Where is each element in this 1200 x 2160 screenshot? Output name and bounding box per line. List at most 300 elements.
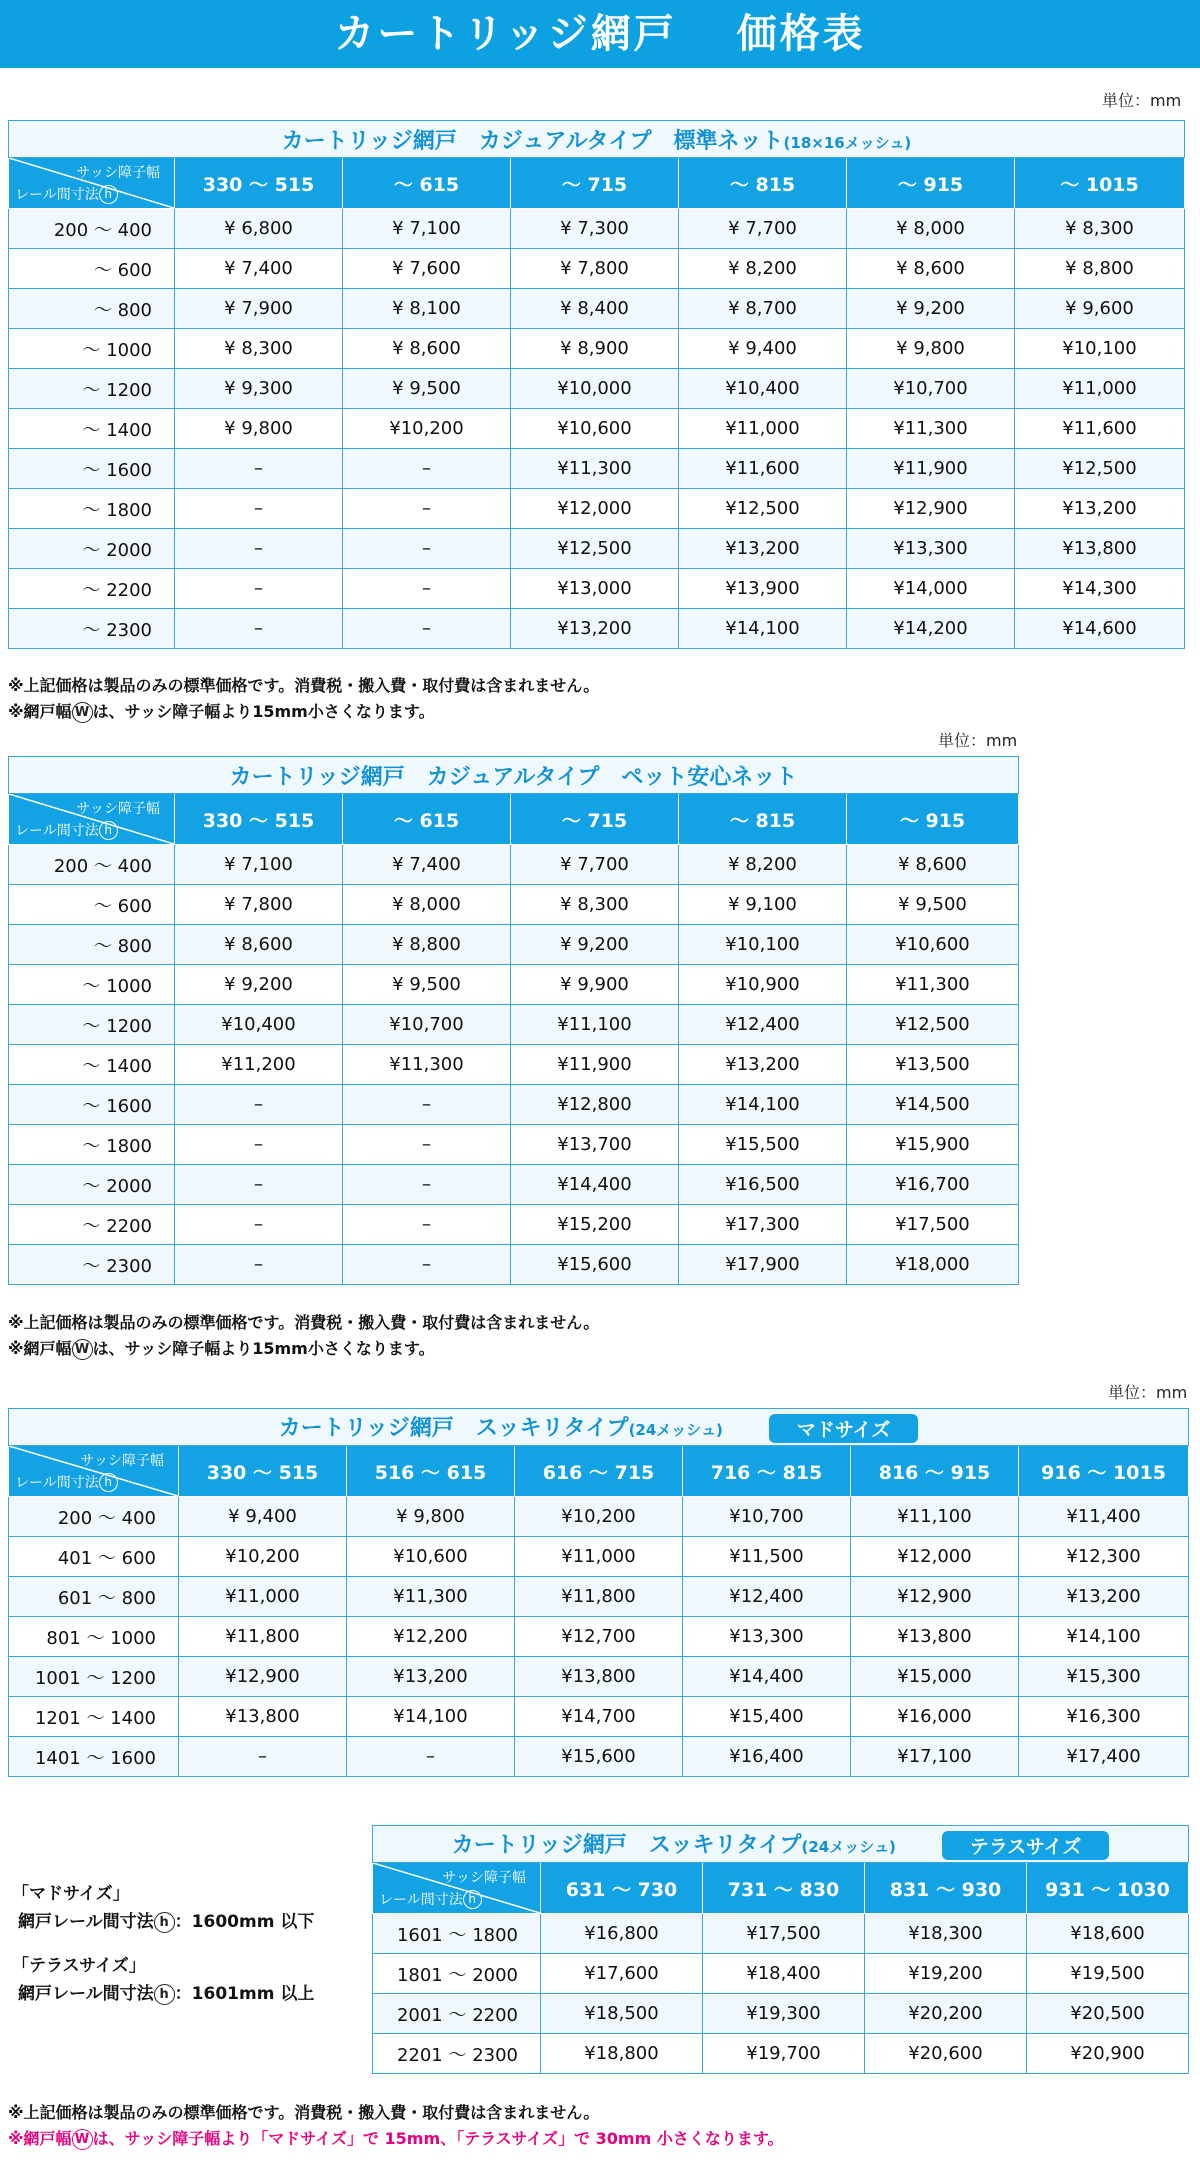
price-note-3: ※上記価格は製品のみの標準価格です。消費税・搬入費・取付費は含まれません。 (8, 2103, 600, 2122)
price-cell: ¥14,500 (847, 1085, 1019, 1125)
price-cell: ¥11,000 (1015, 369, 1185, 409)
price-cell: ¥15,900 (847, 1125, 1019, 1165)
price-note: ※上記価格は製品のみの標準価格です。消費税・搬入費・取付費は含まれません。 (8, 676, 600, 695)
price-cell: ¥ 9,200 (175, 965, 343, 1005)
width-note: ※網戸幅 W は、サッシ障子幅より15mm小さくなります。 (8, 702, 435, 721)
price-cell: ¥19,300 (703, 1994, 865, 2034)
table-row (9, 845, 1019, 885)
price-cell: ¥12,400 (683, 1577, 851, 1617)
price-cell: ¥ 9,800 (175, 409, 343, 449)
price-cell: ¥ 9,200 (511, 925, 679, 965)
price-cell: ¥20,200 (865, 1994, 1027, 2034)
price-cell: ¥10,200 (343, 409, 511, 449)
price-cell: ¥11,300 (847, 965, 1019, 1005)
price-cell: ¥13,300 (683, 1617, 851, 1657)
price-cell: ¥11,900 (511, 1045, 679, 1085)
price-cell: ¥15,300 (1019, 1657, 1189, 1697)
table-row (9, 529, 1185, 569)
corner-bottom-label: レール間寸法 h (15, 1472, 118, 1493)
table-row (373, 2034, 1189, 2074)
price-cell: ¥14,100 (1019, 1617, 1189, 1657)
price-cell: ¥ 8,600 (343, 329, 511, 369)
price-cell: ¥11,000 (179, 1577, 347, 1617)
price-cell: ¥10,900 (679, 965, 847, 1005)
price-cell: ¥11,100 (851, 1497, 1019, 1537)
h-circle-icon: h (463, 1890, 482, 1909)
price-cell: ¥15,500 (679, 1125, 847, 1165)
price-cell: ¥ 7,800 (511, 249, 679, 289)
price-cell: ¥10,600 (511, 409, 679, 449)
unit-label: 単位：mm (1102, 91, 1182, 110)
table-row (9, 1005, 1019, 1045)
price-cell: ¥12,500 (1015, 449, 1185, 489)
price-cell: ¥11,400 (1019, 1497, 1189, 1537)
column-header: 330 ～ 515 (175, 158, 343, 209)
table-mesh: (24メッシュ) (801, 1837, 896, 1856)
corner-bottom-label: レール間寸法 h (15, 184, 118, 205)
price-cell: ¥11,000 (515, 1537, 683, 1577)
empty-cell: – (175, 569, 343, 609)
price-cell: ¥ 8,300 (175, 329, 343, 369)
price-cell: ¥18,000 (847, 1245, 1019, 1285)
price-cell: ¥12,700 (515, 1617, 683, 1657)
column-header: 631 ～ 730 (541, 1863, 703, 1914)
price-cell: ¥ 7,800 (175, 885, 343, 925)
price-cell: ¥16,300 (1019, 1697, 1189, 1737)
price-cell: ¥ 7,700 (679, 209, 847, 249)
table-row (373, 1914, 1189, 1954)
price-cell: ¥10,200 (179, 1537, 347, 1577)
table-title: カートリッジ網戸 カジュアルタイプ 標準ネット (281, 128, 784, 154)
price-cell: ¥13,800 (515, 1657, 683, 1697)
price-cell: ¥ 8,300 (511, 885, 679, 925)
table-row (9, 449, 1185, 489)
price-cell: ¥ 8,300 (1015, 209, 1185, 249)
price-cell: ¥12,400 (679, 1005, 847, 1045)
row-label: 200 ～ 400 (9, 845, 175, 885)
row-label: ～ 1800 (9, 1125, 175, 1165)
table-row (9, 249, 1185, 289)
price-cell: ¥12,500 (679, 489, 847, 529)
h-circle-icon: h (99, 1473, 118, 1492)
price-cell: ¥16,700 (847, 1165, 1019, 1205)
width-note-2: ※網戸幅 W は、サッシ障子幅より15mm小さくなります。 (8, 1339, 435, 1358)
price-cell: ¥18,300 (865, 1914, 1027, 1954)
price-cell: ¥12,500 (847, 1005, 1019, 1045)
column-header: 516 ～ 615 (347, 1446, 515, 1497)
price-cell: ¥18,500 (541, 1994, 703, 2034)
price-cell: ¥15,200 (511, 1205, 679, 1245)
price-table-casual-pet (8, 756, 1019, 1285)
column-header: ～ 915 (847, 794, 1019, 845)
price-cell: ¥20,500 (1027, 1994, 1189, 2034)
price-cell: ¥11,200 (175, 1045, 343, 1085)
row-label: ～ 2200 (9, 1205, 175, 1245)
price-cell: ¥ 6,800 (175, 209, 343, 249)
price-cell: ¥13,200 (1015, 489, 1185, 529)
column-header: 330 ～ 515 (179, 1446, 347, 1497)
price-cell: ¥ 8,800 (1015, 249, 1185, 289)
price-cell: ¥20,600 (865, 2034, 1027, 2074)
price-cell: ¥14,100 (347, 1697, 515, 1737)
final-width-note: ※網戸幅 W は、サッシ障子幅より「マドサイズ」で 15mm、「テラスサイズ」で 30mm 小さくなります。 (8, 2129, 784, 2148)
price-cell: ¥17,900 (679, 1245, 847, 1285)
price-cell: ¥13,500 (847, 1045, 1019, 1085)
empty-cell: – (175, 489, 343, 529)
price-cell: ¥13,300 (847, 529, 1015, 569)
price-cell: ¥13,200 (511, 609, 679, 649)
price-cell: ¥13,800 (1015, 529, 1185, 569)
price-cell: ¥11,800 (179, 1617, 347, 1657)
table-caption (9, 757, 1019, 794)
row-label: 801 ～ 1000 (9, 1617, 179, 1657)
price-table-sukkiri-mado (8, 1408, 1189, 1777)
empty-cell: – (343, 1085, 511, 1125)
empty-cell: – (343, 529, 511, 569)
price-cell: ¥ 9,500 (343, 369, 511, 409)
price-cell: ¥ 8,700 (679, 289, 847, 329)
table-caption (373, 1826, 1189, 1863)
empty-cell: – (343, 1125, 511, 1165)
row-label: ～ 1200 (9, 1005, 175, 1045)
empty-cell: – (343, 1205, 511, 1245)
row-label: ～ 1200 (9, 369, 175, 409)
row-label: ～ 600 (9, 885, 175, 925)
row-label: ～ 1600 (9, 449, 175, 489)
side-note-mado: 「マドサイズ」 網戸レール間寸法 h ：1600mm 以下 (12, 1884, 315, 1932)
empty-cell: – (179, 1737, 347, 1777)
price-cell: ¥13,700 (511, 1125, 679, 1165)
table-row (9, 965, 1019, 1005)
row-label: ～ 1800 (9, 489, 175, 529)
price-cell: ¥13,200 (347, 1657, 515, 1697)
column-header: ～ 815 (679, 158, 847, 209)
price-cell: ¥ 7,400 (175, 249, 343, 289)
price-cell: ¥18,600 (1027, 1914, 1189, 1954)
column-header: 616 ～ 715 (515, 1446, 683, 1497)
table-caption (9, 121, 1185, 158)
price-cell: ¥11,000 (679, 409, 847, 449)
price-cell: ¥19,500 (1027, 1954, 1189, 1994)
price-cell: ¥ 8,800 (343, 925, 511, 965)
table-row (9, 409, 1185, 449)
corner-top-label: サッシ障子幅 (76, 801, 160, 817)
price-cell: ¥16,800 (541, 1914, 703, 1954)
table-row (9, 1205, 1019, 1245)
price-cell: ¥13,800 (851, 1617, 1019, 1657)
price-cell: ¥12,000 (511, 489, 679, 529)
price-cell: ¥ 8,600 (847, 249, 1015, 289)
price-cell: ¥13,200 (679, 1045, 847, 1085)
row-label: 200 ～ 400 (9, 1497, 179, 1537)
table-row (9, 569, 1185, 609)
price-cell: ¥17,500 (703, 1914, 865, 1954)
table-row (9, 329, 1185, 369)
price-cell: ¥11,300 (511, 449, 679, 489)
price-cell: ¥18,400 (703, 1954, 865, 1994)
price-cell: ¥12,900 (179, 1657, 347, 1697)
price-cell: ¥15,000 (851, 1657, 1019, 1697)
h-circle-icon: h (154, 1984, 175, 2005)
row-label: ～ 600 (9, 249, 175, 289)
price-cell: ¥11,600 (679, 449, 847, 489)
row-label: 1601 ～ 1800 (373, 1914, 541, 1954)
empty-cell: – (175, 609, 343, 649)
price-cell: ¥ 8,400 (511, 289, 679, 329)
row-label: ～ 2300 (9, 609, 175, 649)
column-header: 330 ～ 515 (175, 794, 343, 845)
price-cell: ¥19,200 (865, 1954, 1027, 1994)
price-cell: ¥10,000 (511, 369, 679, 409)
row-label: ～ 1000 (9, 965, 175, 1005)
corner-header (9, 1446, 179, 1497)
price-cell: ¥11,300 (343, 1045, 511, 1085)
price-cell: ¥13,800 (179, 1697, 347, 1737)
column-header: ～ 1015 (1015, 158, 1185, 209)
table-title: カートリッジ網戸 スッキリタイプ (278, 1415, 629, 1441)
price-cell: ¥12,900 (847, 489, 1015, 529)
price-cell: ¥ 9,100 (679, 885, 847, 925)
price-cell: ¥ 7,600 (343, 249, 511, 289)
price-cell: ¥11,600 (1015, 409, 1185, 449)
empty-cell: – (343, 609, 511, 649)
row-label: 2001 ～ 2200 (373, 1994, 541, 2034)
empty-cell: – (343, 1245, 511, 1285)
price-cell: ¥10,700 (683, 1497, 851, 1537)
corner-top-label: サッシ障子幅 (80, 1453, 164, 1469)
column-header: ～ 915 (847, 158, 1015, 209)
table-row (9, 1577, 1189, 1617)
row-label: 401 ～ 600 (9, 1537, 179, 1577)
table-row (9, 1697, 1189, 1737)
corner-header (9, 158, 175, 209)
price-cell: ¥14,600 (1015, 609, 1185, 649)
price-cell: ¥12,500 (511, 529, 679, 569)
price-cell: ¥10,600 (847, 925, 1019, 965)
table-row (9, 489, 1185, 529)
price-cell: ¥ 8,600 (847, 845, 1019, 885)
table-row (9, 1497, 1189, 1537)
empty-cell: – (175, 1205, 343, 1245)
table-row (9, 609, 1185, 649)
column-header: 916 ～ 1015 (1019, 1446, 1189, 1497)
price-cell: ¥ 9,400 (179, 1497, 347, 1537)
price-cell: ¥ 9,900 (511, 965, 679, 1005)
price-cell: ¥ 9,200 (847, 289, 1015, 329)
corner-top-label: サッシ障子幅 (76, 165, 160, 181)
price-cell: ¥10,100 (1015, 329, 1185, 369)
price-cell: ¥13,200 (1019, 1577, 1189, 1617)
table-row (9, 1045, 1019, 1085)
table-title: カートリッジ網戸 カジュアルタイプ ペット安心ネット (229, 764, 798, 790)
row-label: ～ 2000 (9, 529, 175, 569)
row-label: ～ 1000 (9, 329, 175, 369)
empty-cell: – (343, 449, 511, 489)
w-circle-icon: W (72, 702, 93, 723)
table-row (9, 885, 1019, 925)
price-cell: ¥14,100 (679, 1085, 847, 1125)
price-cell: ¥11,900 (847, 449, 1015, 489)
w-circle-icon: W (72, 1339, 93, 1360)
price-cell: ¥14,700 (515, 1697, 683, 1737)
price-cell: ¥11,300 (847, 409, 1015, 449)
price-cell: ¥14,100 (679, 609, 847, 649)
column-header: 831 ～ 930 (865, 1863, 1027, 1914)
price-cell: ¥ 9,400 (679, 329, 847, 369)
price-cell: ¥15,600 (515, 1737, 683, 1777)
price-cell: ¥ 7,100 (175, 845, 343, 885)
row-label: ～ 800 (9, 925, 175, 965)
price-cell: ¥ 8,600 (175, 925, 343, 965)
price-cell: ¥12,800 (511, 1085, 679, 1125)
table-row (9, 1165, 1019, 1205)
price-cell: ¥10,200 (515, 1497, 683, 1537)
price-cell: ¥10,400 (679, 369, 847, 409)
price-cell: ¥ 7,100 (343, 209, 511, 249)
column-header: 716 ～ 815 (683, 1446, 851, 1497)
empty-cell: – (175, 1245, 343, 1285)
table-row (9, 1245, 1019, 1285)
price-cell: ¥18,800 (541, 2034, 703, 2074)
h-circle-icon: h (99, 185, 118, 204)
corner-header (9, 794, 175, 845)
price-cell: ¥ 9,500 (343, 965, 511, 1005)
row-label: 200 ～ 400 (9, 209, 175, 249)
price-cell: ¥12,000 (851, 1537, 1019, 1577)
row-label: ～ 1400 (9, 1045, 175, 1085)
empty-cell: – (347, 1737, 515, 1777)
price-cell: ¥13,900 (679, 569, 847, 609)
price-cell: ¥13,200 (679, 529, 847, 569)
side-note-terrace: 「テラスサイズ」 網戸レール間寸法 h ：1601mm 以上 (12, 1956, 315, 2004)
row-label: 601 ～ 800 (9, 1577, 179, 1617)
price-cell: ¥ 8,200 (679, 249, 847, 289)
row-label: 1201 ～ 1400 (9, 1697, 179, 1737)
price-cell: ¥11,800 (515, 1577, 683, 1617)
page-title: カートリッジ網戸 価格表 (0, 0, 1200, 68)
table-mesh: (24メッシュ) (628, 1420, 723, 1439)
table-row (373, 1994, 1189, 2034)
w-circle-icon: W (72, 2129, 93, 2150)
column-header: ～ 715 (511, 794, 679, 845)
table-row (9, 209, 1185, 249)
table-title: カートリッジ網戸 スッキリタイプ (451, 1832, 802, 1858)
price-cell: ¥14,000 (847, 569, 1015, 609)
table-row (9, 369, 1185, 409)
empty-cell: – (343, 489, 511, 529)
table-row (9, 1085, 1019, 1125)
price-cell: ¥17,300 (679, 1205, 847, 1245)
price-cell: ¥14,400 (683, 1657, 851, 1697)
price-cell: ¥ 7,400 (343, 845, 511, 885)
price-cell: ¥13,000 (511, 569, 679, 609)
price-cell: ¥14,400 (511, 1165, 679, 1205)
price-cell: ¥12,900 (851, 1577, 1019, 1617)
price-cell: ¥ 8,900 (511, 329, 679, 369)
row-label: ～ 2300 (9, 1245, 175, 1285)
empty-cell: – (343, 1165, 511, 1205)
column-header: ～ 715 (511, 158, 679, 209)
size-badge: マドサイズ (769, 1414, 918, 1443)
price-table-casual-standard (8, 120, 1185, 649)
column-header: 731 ～ 830 (703, 1863, 865, 1914)
table-row (9, 1125, 1019, 1165)
price-cell: ¥ 8,000 (343, 885, 511, 925)
price-cell: ¥14,300 (1015, 569, 1185, 609)
unit-label-3: 単位：mm (1108, 1383, 1188, 1402)
price-cell: ¥ 8,100 (343, 289, 511, 329)
price-cell: ¥ 7,700 (511, 845, 679, 885)
corner-header (373, 1863, 541, 1914)
corner-top-label: サッシ障子幅 (442, 1870, 526, 1886)
price-cell: ¥17,100 (851, 1737, 1019, 1777)
price-cell: ¥16,000 (851, 1697, 1019, 1737)
empty-cell: – (343, 569, 511, 609)
empty-cell: – (175, 1165, 343, 1205)
column-header: ～ 615 (343, 158, 511, 209)
empty-cell: – (175, 449, 343, 489)
row-label: 2201 ～ 2300 (373, 2034, 541, 2074)
price-cell: ¥19,700 (703, 2034, 865, 2074)
empty-cell: – (175, 1125, 343, 1165)
price-cell: ¥20,900 (1027, 2034, 1189, 2074)
table-row (9, 1617, 1189, 1657)
price-cell: ¥ 7,900 (175, 289, 343, 329)
row-label: ～ 1600 (9, 1085, 175, 1125)
price-cell: ¥ 9,600 (1015, 289, 1185, 329)
table-mesh: (18×16メッシュ) (783, 133, 912, 152)
price-cell: ¥11,100 (511, 1005, 679, 1045)
h-circle-icon: h (99, 821, 118, 840)
h-circle-icon: h (154, 1912, 175, 1933)
column-header: ～ 815 (679, 794, 847, 845)
row-label: ～ 2000 (9, 1165, 175, 1205)
price-cell: ¥11,500 (683, 1537, 851, 1577)
table-row (9, 289, 1185, 329)
corner-bottom-label: レール間寸法 h (379, 1889, 482, 1910)
row-label: ～ 800 (9, 289, 175, 329)
row-label: ～ 1400 (9, 409, 175, 449)
price-cell: ¥17,400 (1019, 1737, 1189, 1777)
price-cell: ¥16,500 (679, 1165, 847, 1205)
table-row (9, 1657, 1189, 1697)
price-cell: ¥ 7,300 (511, 209, 679, 249)
price-cell: ¥10,700 (847, 369, 1015, 409)
price-cell: ¥ 9,500 (847, 885, 1019, 925)
price-cell: ¥10,100 (679, 925, 847, 965)
price-cell: ¥ 8,200 (679, 845, 847, 885)
price-cell: ¥11,300 (347, 1577, 515, 1617)
price-cell: ¥12,200 (347, 1617, 515, 1657)
price-note-2: ※上記価格は製品のみの標準価格です。消費税・搬入費・取付費は含まれません。 (8, 1313, 600, 1332)
table-row (9, 1537, 1189, 1577)
row-label: ～ 2200 (9, 569, 175, 609)
price-cell: ¥16,400 (683, 1737, 851, 1777)
price-cell: ¥12,300 (1019, 1537, 1189, 1577)
empty-cell: – (175, 1085, 343, 1125)
price-cell: ¥ 9,300 (175, 369, 343, 409)
corner-bottom-label: レール間寸法 h (15, 820, 118, 841)
price-cell: ¥17,500 (847, 1205, 1019, 1245)
price-cell: ¥15,400 (683, 1697, 851, 1737)
price-cell: ¥10,400 (175, 1005, 343, 1045)
price-cell: ¥ 9,800 (847, 329, 1015, 369)
column-header: 816 ～ 915 (851, 1446, 1019, 1497)
column-header: ～ 615 (343, 794, 511, 845)
column-header: 931 ～ 1030 (1027, 1863, 1189, 1914)
price-table-sukkiri-terrace (372, 1825, 1189, 2074)
size-badge: テラスサイズ (942, 1831, 1110, 1860)
